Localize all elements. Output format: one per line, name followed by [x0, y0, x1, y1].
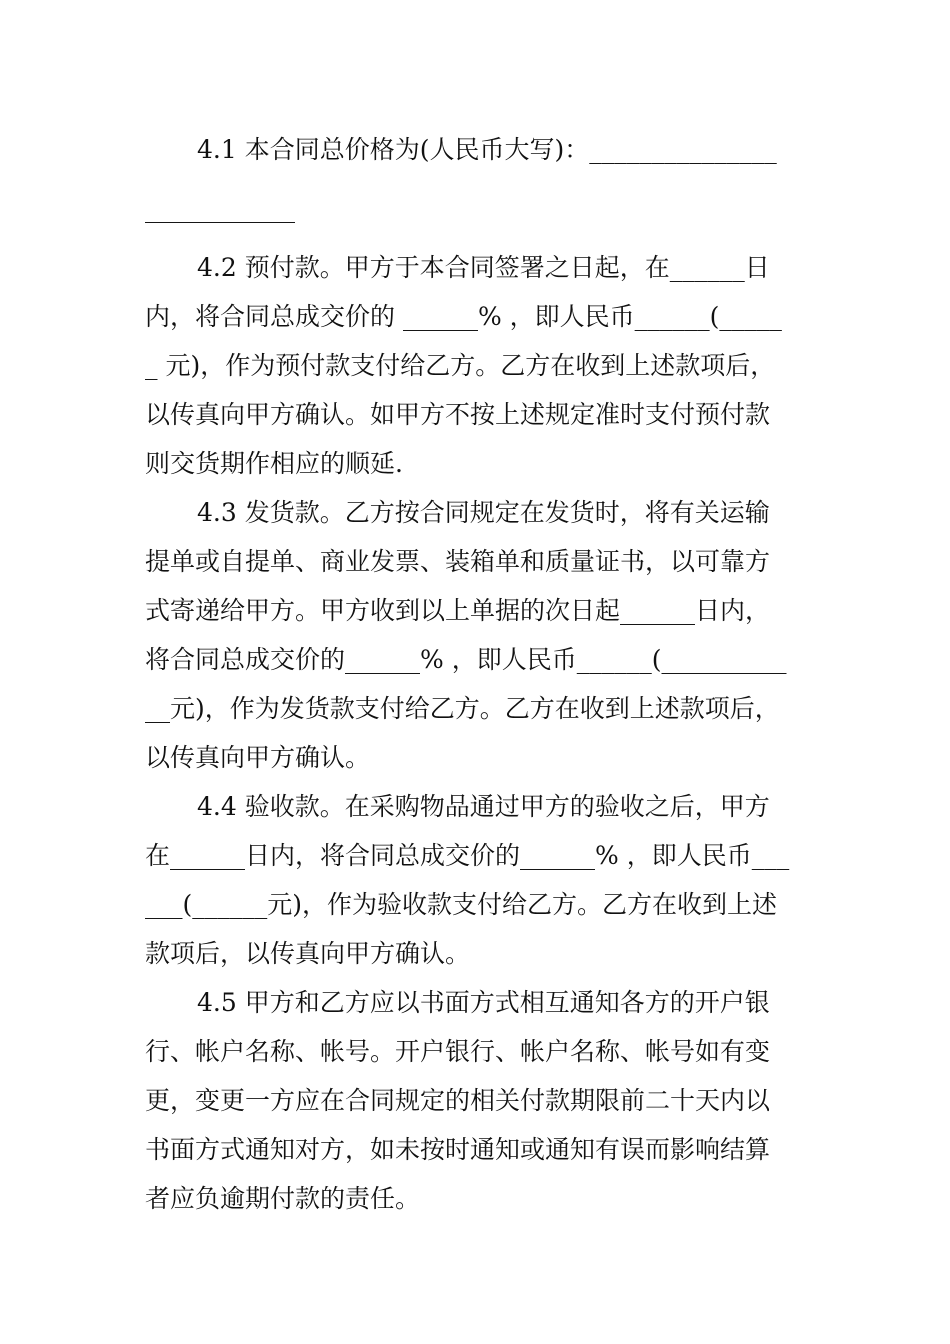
clause-4-3-line-3: 式寄递给甲方。甲方收到以上单据的次日起______日内，: [145, 596, 771, 625]
clause-4-5-line-1: 4.5 甲方和乙方应以书面方式相互通知各方的开户银: [197, 988, 770, 1017]
clause-4-5-line-5: 者应负逾期付款的责任。: [145, 1184, 421, 1213]
clause-4-1-line-2: ____________: [145, 194, 295, 223]
clause-4-1-line-1: 4.1 本合同总价格为(人民币大写)：_______________: [197, 135, 777, 164]
clause-4-3-line-2: 提单或自提单、商业发票、装箱单和质量证书，以可靠方: [145, 547, 771, 576]
clause-4-5-line-4: 书面方式通知对方，如未按时通知或通知有误而影响结算: [145, 1135, 771, 1164]
clause-4-2-line-4: 以传真向甲方确认。如甲方不按上述规定准时支付预付款: [145, 400, 771, 429]
clause-4-4-line-4: 款项后，以传真向甲方确认。: [145, 939, 471, 968]
clause-4-2-line-2: 内，将合同总成交价的 ______% ，即人民币______(_____: [145, 302, 782, 331]
clause-4-2-line-3: _ 元)，作为预付款支付给乙方。乙方在收到上述款项后，: [145, 351, 776, 380]
clause-4-3-line-5: __元)，作为发货款支付给乙方。乙方在收到上述款项后，: [145, 694, 780, 723]
clause-4-4-line-3: ___(______元)，作为验收款支付给乙方。乙方在收到上述: [145, 890, 778, 919]
clause-4-4-line-1: 4.4 验收款。在采购物品通过甲方的验收之后，甲方: [197, 792, 770, 821]
contract-page: [145, 125, 807, 1223]
clause-4-3-line-6: 以传真向甲方确认。: [145, 743, 371, 772]
clause-4-2-line-5: 则交货期作相应的顺延.: [145, 449, 403, 478]
clause-4-3-line-4: 将合同总成交价的______% ，即人民币______(__________: [145, 645, 787, 674]
clause-4-5-line-3: 更，变更一方应在合同规定的相关付款期限前二十天内以: [145, 1086, 771, 1115]
clause-4-2-line-1: 4.2 预付款。甲方于本合同签署之日起，在______日: [197, 253, 770, 282]
clause-4-4-line-2: 在______日内，将合同总成交价的______% ，即人民币___: [145, 841, 790, 870]
clause-4-3-line-1: 4.3 发货款。乙方按合同规定在发货时，将有关运输: [197, 498, 770, 527]
clause-4-5-line-2: 行、帐户名称、帐号。开户银行、帐户名称、帐号如有变: [145, 1037, 771, 1066]
